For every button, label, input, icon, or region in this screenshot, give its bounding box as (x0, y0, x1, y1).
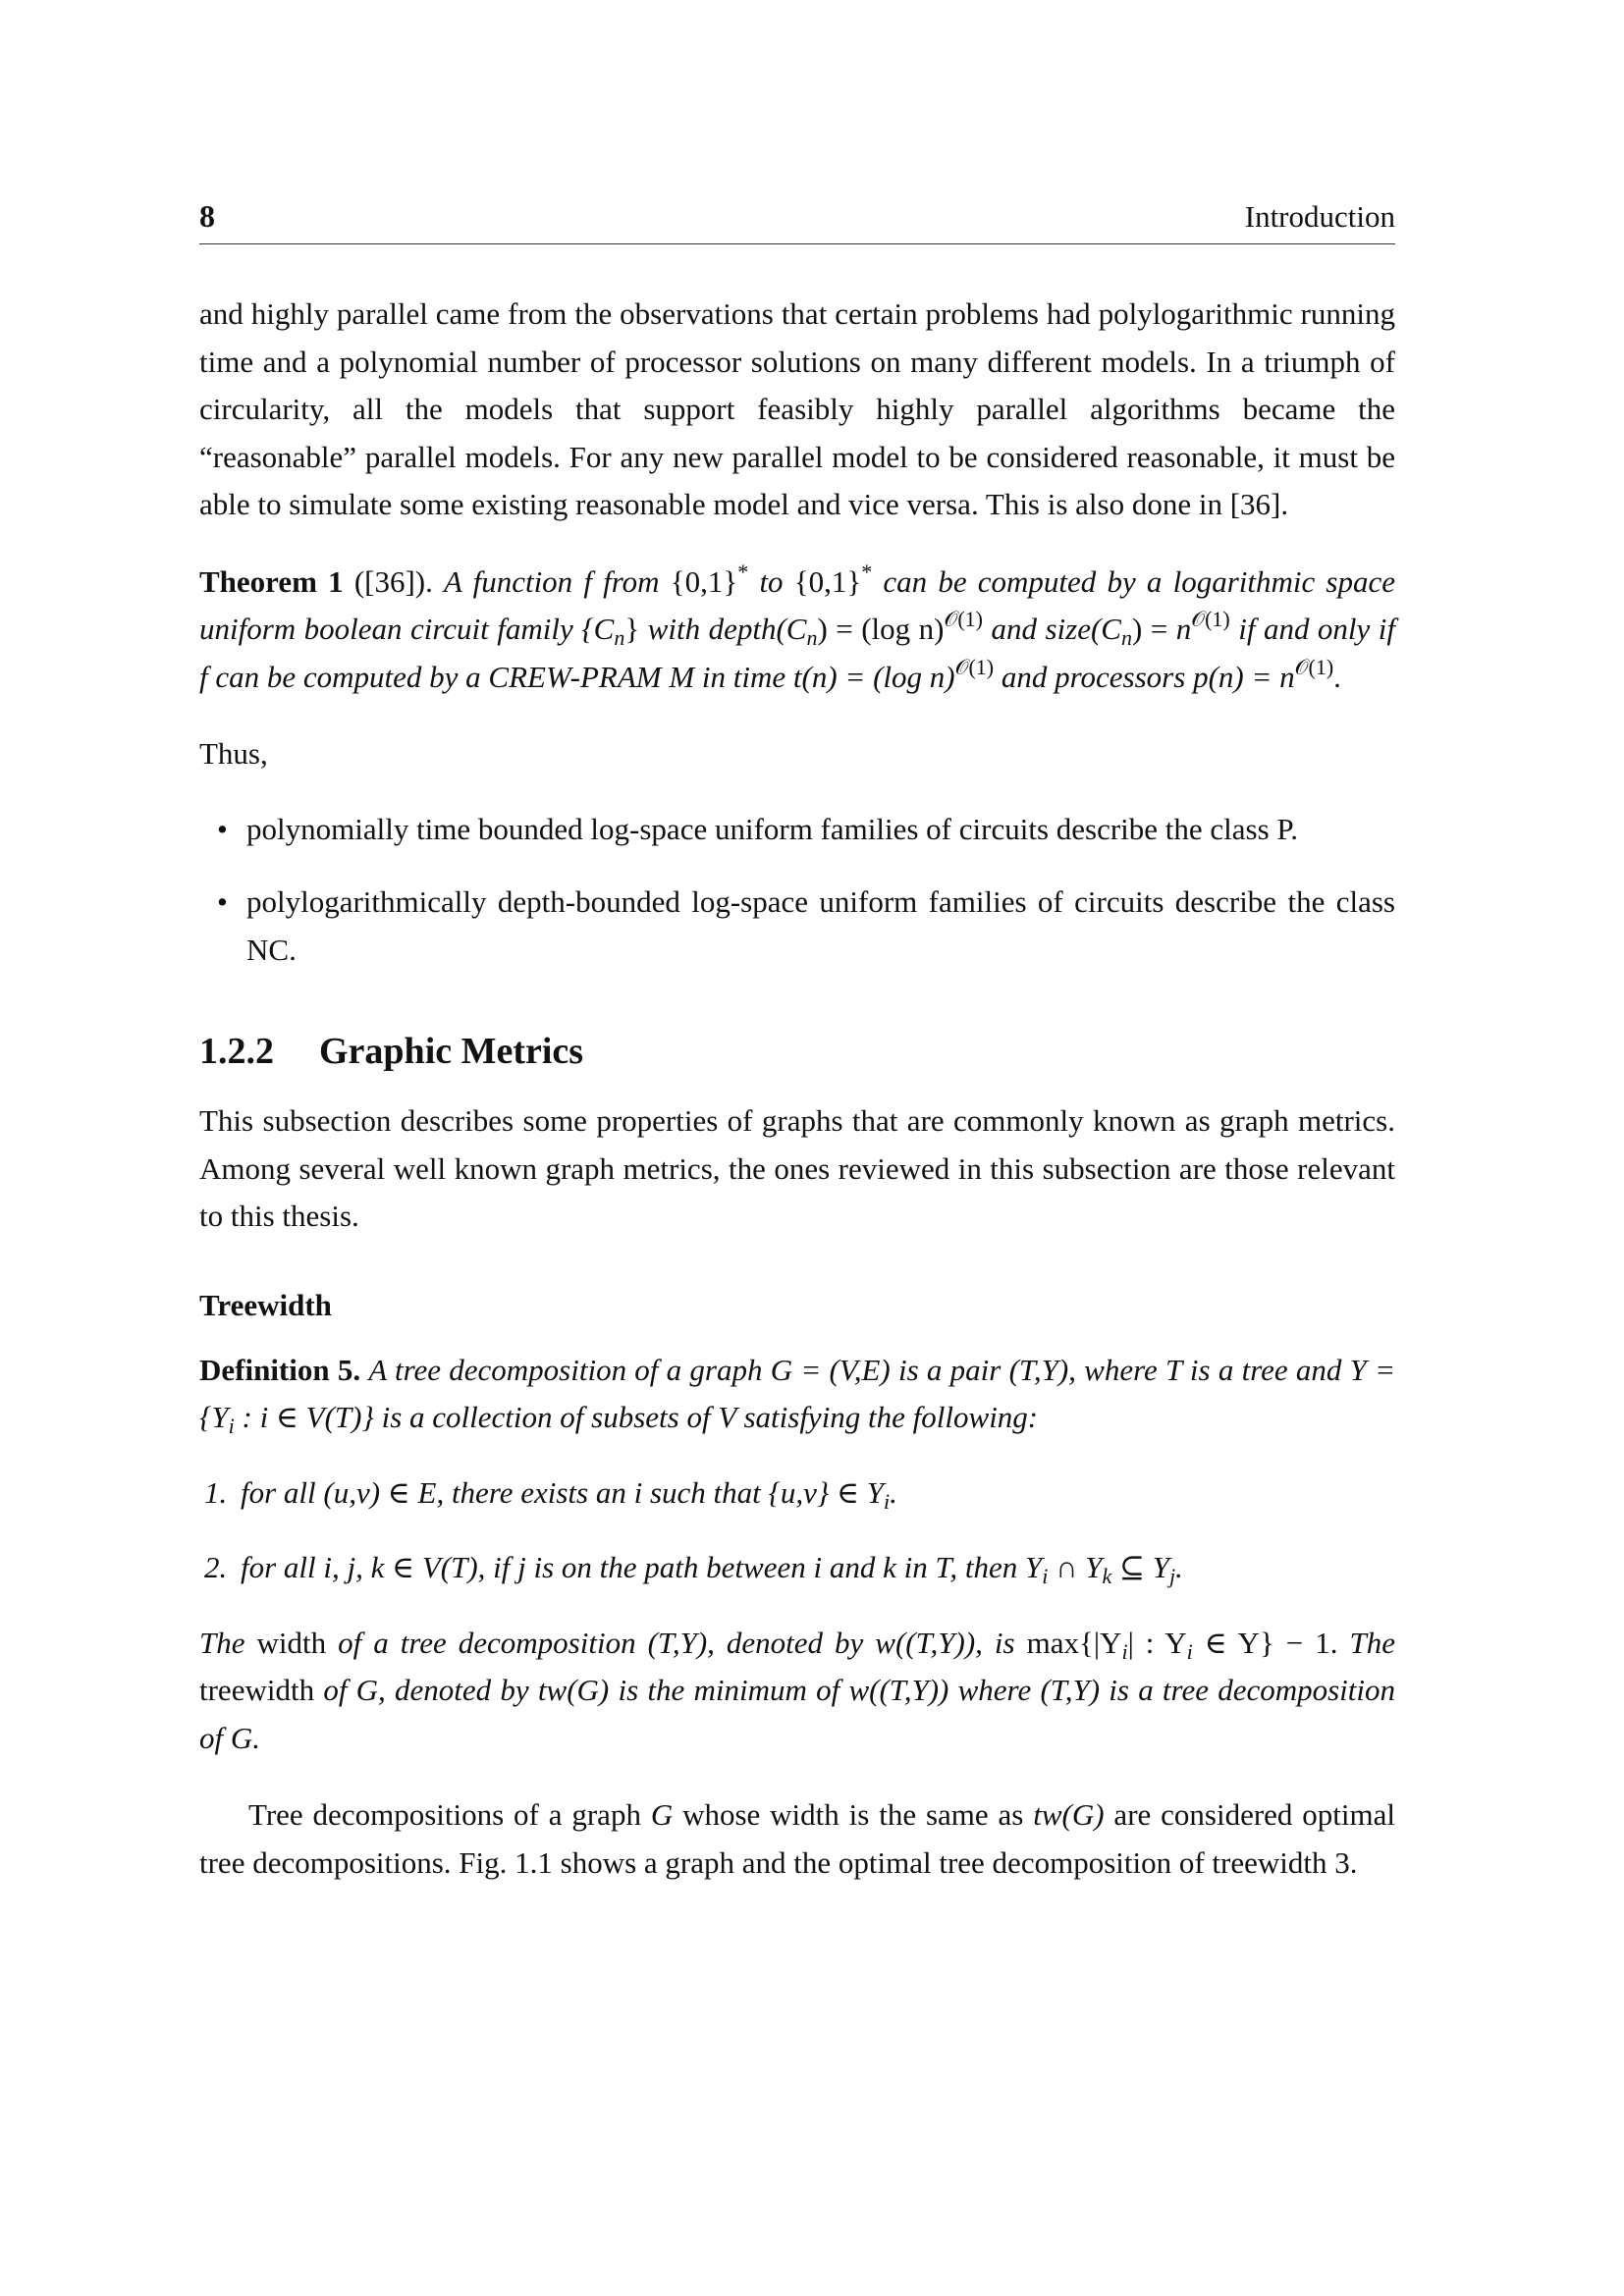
paragraph-metrics: This subsection describes some properties of graphs that are commonly known as graph metrics. Among several well known graph metrics, the ones reviewed in this subsection are those relevant to this thesis. (199, 1103, 1395, 1233)
page-body (199, 291, 1395, 1887)
paragraph-intro: and highly parallel came from the observations that certain problems had polylogarithmic running time and a polynomial number of processor solutions on many different models. In a triumph of circularity, all the models that support feasibly highly parallel algorithms became the “reasonable” parallel models. For any new parallel model to be considered reasonable, it must be able to simulate some existing reasonable model and vice versa. This is also done in [36]. (199, 296, 1395, 521)
definition-items (199, 1469, 1395, 1592)
bullet-icon: • (217, 884, 228, 919)
definition-label: Definition 5. (199, 1352, 361, 1387)
section-heading (199, 1027, 1395, 1076)
list-item: 1. for all (u,v) ∈ E, there exists an i such that {u,v} ∈ $Y_i$. (204, 1474, 897, 1514)
definition-5: Definition 5. A tree decomposition of a graph G = (V,E) is a pair (T,Y), where T is a tree and $Y = \{Y_i$ : i ∈ V(T)} is a collection of subsets of V satisfying the following: (199, 1352, 1396, 1438)
width-definition: The width of a tree decomposition (T,Y), denoted by w((T,Y)), is $\max\{|Y_i|$ : $Y_i$ ∈ Y} − 1. The treewidth of G, denoted by tw(G) is the minimum of w((T,Y)) where (T,Y) is a tree decomposition of G. (199, 1625, 1396, 1755)
theorem-cite: ([36]). (353, 563, 433, 599)
bullet-list (199, 806, 1395, 975)
subsection-heading: Treewidth (199, 1287, 332, 1322)
page-header (199, 192, 1395, 244)
page-number: 8 (199, 198, 215, 234)
running-title: Introduction (1244, 199, 1395, 234)
thus-line: Thus, (199, 736, 268, 771)
list-item: • polylogarithmically depth-bounded log-space uniform families of circuits describe the class NC. (246, 879, 1395, 974)
section-number: 1.2.2 (199, 1031, 274, 1072)
section-title: Graphic Metrics (319, 1031, 584, 1072)
theorem-1: Theorem 1 ([36]). A function f from {0,1}* to {0,1}* can be computed by a logarithmic space uniform boolean circuit family $\{C_n\}$ with $depth(C_n) = (\log$ n)$^{𝒪(1)}$ and $size(C_n) = n^{𝒪(1)}$ if and only if f can be computed by a CREW-PRAM M in time t(n) = (log n)$^{𝒪(1)}$ and processors $p(n) = n^{𝒪(1)}$. (199, 559, 1395, 694)
list-item: • polynomially time bounded log-space uniform families of circuits describe the class P. (246, 806, 1395, 854)
paragraph-optimal: Tree decompositions of a graph G whose width is the same as tw(G) are considered optimal tree decompositions. Fig. 1.1 shows a graph and the optimal tree decomposition of treewidth 3. (199, 1797, 1396, 1880)
theorem-label: Theorem 1 (199, 563, 344, 599)
list-item: 2. for all i, j, k ∈ V(T), if j is on the path between i and k in T, then $Y_i$ ∩ $Y_k$ ⊆ $Y_j$. (204, 1550, 1183, 1588)
bullet-icon: • (217, 811, 228, 846)
